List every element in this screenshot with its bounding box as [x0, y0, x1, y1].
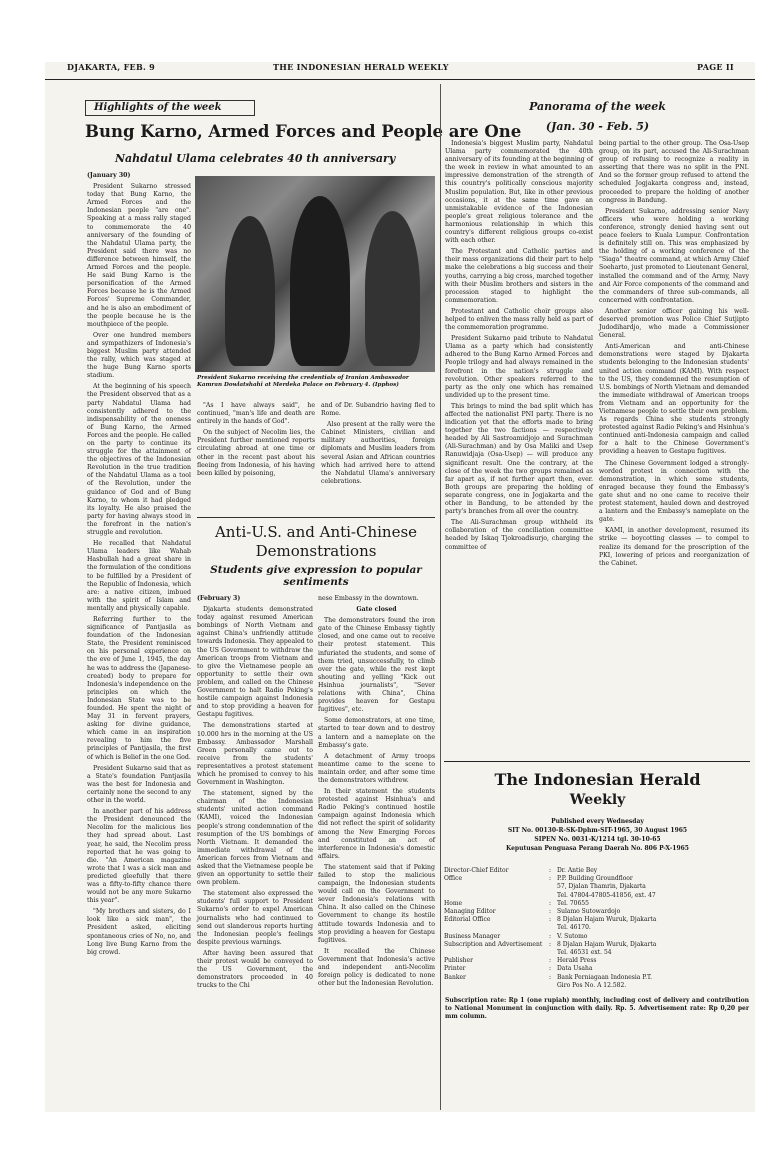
paragraph: and of Dr. Subandrio having fled to Rome. [321, 402, 435, 418]
staff-value: V. Sutomo [557, 932, 588, 940]
masthead-title: The Indonesian Herald [494, 770, 701, 789]
staff-role [444, 924, 549, 932]
paragraph: Some demonstrators, at one time, started to tear down and to destroy a lantern and a nameplate on the Embassy's gate. [318, 717, 435, 749]
paragraph: Anti-American and anti-Chinese demonstrations were staged by Djakarta students belonging to the Indonesian students' united action command (KAMI). With respect to the US, they condemned the resumption of U.S. bombings of North Vietnam and demanded the immediate withdrawal of American troops from Vietnam and an opportunity for the Vietnamese people to settle their own problem. As regards China she students strongly protested against Radio Peking's and Hsinhua's continued anti-Indonesia campaign and called for a halt to the Chinese Government's providing a heaven to Gestapu fugitives. [599, 343, 750, 456]
paragraph: President Sukarno, addressing senior Navy officers who were holding a working conference, strongly denied having sent out peace feelers to Kuala Lumpur. Confrontation is definitely still on. This was emphasized by the holding of a working conference of the "Siaga" theatre command, at which Army Chief Soeharto, just promoted to Lieutenant General, installed the command and of the Army, Navy and Air Force components of the command and the commanders of three sub-commands, all concerned with confrontation. [599, 207, 749, 304]
highlights-col1 [87, 172, 191, 956]
colon-mark: : [549, 916, 552, 924]
paragraph: On the subject of Necolim lies, the President further mentioned reports circulating abroad at one time or other in the recent past about his fleeing from Indonesia, of his having been killed by poisoning, [197, 429, 315, 477]
masthead-sit: SIT No. 00130-R-SK-Dphm-SIT-1965, 30 August 1965 [507, 827, 688, 834]
staff-row [444, 867, 749, 875]
staff-role: Printer [444, 965, 466, 973]
paragraph: nese Embassy in the downtown. [318, 595, 419, 602]
staff-role: Editorial Office [444, 916, 491, 924]
paragraph: The Ali-Surachman group withheld its collaboration of the conciliation committee headed by Iskaq Tjokroadisurjo, charging the committee of [445, 519, 593, 551]
staff-role: Managing Editor [444, 908, 496, 916]
paragraph: President Sukarno stressed today that Bung Karno, the Armed Forces and the Indonesian people "are one". Speaking at a mass rally staged to commemorate the 40 anniversary of the founding of the Nahdatul Ulama party, the President said there was no difference between himself, the Armed Forces and the people. He said Bung Karno is the personification of the Armed Forces because he is the Armed Forces' Supreme Commander, and he is also an embodiment of the people because he is the mouthpiece of the people. [87, 183, 191, 328]
highlights-label: Highlights of the week [94, 102, 222, 113]
staff-row [444, 982, 749, 990]
colon-mark [549, 892, 557, 900]
staff-row [444, 900, 749, 908]
masthead-publication: Published every Wednesday [551, 818, 644, 825]
colon-mark: : [549, 973, 552, 981]
colon-mark: : [549, 957, 552, 965]
staff-value: Data Usaha [557, 965, 593, 973]
colon-mark: : [549, 965, 552, 973]
staff-row [444, 916, 749, 924]
masthead-rule [444, 761, 750, 762]
paragraph: Protestant and Catholic choir groups also helped to enliven the mass rally held as part of the commemoration programme. [445, 307, 593, 332]
staff-row [444, 933, 749, 941]
paragraph: Over one hundred members and sympathizers of Indonesia's biggest Muslim party attended the rally, which was staged at the huge Bung Karno sports stadium. [87, 331, 191, 380]
staff-row [444, 957, 749, 965]
staff-role: Home [444, 899, 463, 907]
paragraph: A detachment of Army troops meantime came to the scene to maintain order, and after some time the demonstrators withdrew. [318, 752, 435, 784]
paragraph: Referring further to the significance of Pantjasila as foundation of the Indonesian State, the President reminisced on his personal experience on the eve of June 1, 1945, the day he was to address the (Japanese-created) body to prepare for Indonesia's independence on the principles on which the Indonesian State was to be founded. He spent the night of May 31 in fervent prayers, asking for divine guidance, which came in an inspiration revealing to him the five principles of Pantjasila, the first of which is Belief in the one God. [87, 615, 191, 761]
running-head-date: DJAKARTA, FEB. 9 [67, 62, 156, 72]
paragraph: The statement, signed by the chairman of the Indonesian students' united action command (KAMI), voiced the Indonesian people's strong condemnation of the resumption of the US bombings of North Vietnam. It demanded the immediate withdrawal of the American forces from Vietnam and asked that the Vietnamese people be given an opportunity to settle their own problem. [197, 790, 313, 887]
staff-row [444, 883, 749, 891]
photo-president-ambassador [195, 176, 435, 372]
paragraph: The demonstrations started at 10.000 hrs in the morning at the US Embassy. Ambassador Marshall Green personally came out to receive from the students' representatives a protest statement which he promised to convey to his Government in Washington. [197, 722, 313, 787]
masthead-subtitle: Weekly [569, 792, 626, 808]
paragraph: "As I have always said", he continued, "man's life and death are entirely in the hands of God". [197, 402, 315, 426]
staff-row [444, 941, 749, 949]
paragraph: being partial to the other group. The Osa-Usep group, on its part, accused the Ali-Surachman group of refusing to recognize a reality in asserting that there was no split in the PNI. And so the former group refused to attend the scheduled Jogjakarta congress and, instead, proceeded to prepare the holding of another congress in Bandung. [599, 140, 749, 204]
paragraph: In another part of his address the President denounced the Necolim for the malicious lies they had spread about. Last year, he said, the Necolim press reported that he was going to die. "An American magazine wrote that I was a sick man and predicted gleefully that there was a fifty-to-fifty chance there would not be any more Sukarno this year". [87, 808, 191, 905]
colon-mark: : [549, 867, 552, 874]
masthead-sipen: SIPEN No. 0031-K/1214 tgl. 30-10-65 [534, 836, 661, 843]
photo-caption: President Sukarno receiving the credentials of Iranian Ambassador Kamran Dowlatshahi at Merdeka Palace on February 4. (Ipphos) [197, 375, 409, 388]
staff-value: 8 Djalan Hajam Wuruk, Djakarta [557, 916, 657, 924]
staff-role: Subscription and Advertisement [444, 940, 543, 948]
staff-value: Tel. 47804-47805-41856, ext. 47 [557, 891, 656, 899]
staff-role [444, 982, 549, 990]
paragraph: "My brothers and sisters, do I look like a sick man", the President asked, eliciting spontaneous cries of No, no, and Long live Bung Karno from the big crowd. [87, 908, 191, 956]
panorama-dates: (Jan. 30 - Feb. 5) [545, 120, 650, 133]
colon-mark [549, 924, 557, 932]
staff-value: 8 Djalan Hajam Wuruk, Djakarta [557, 940, 657, 948]
highlights-label-box [85, 100, 255, 116]
dateline: (January 30) [87, 172, 131, 179]
highlights-col3 [321, 402, 435, 512]
colon-mark: : [549, 908, 552, 916]
colon-mark: : [549, 932, 552, 940]
paragraph: KAMI, in another development, resumed its strike — boycotting classes — to compel to realize its demand for the proscription of the PKI, lowering of prices and reorganization of the Cabinet. [599, 527, 749, 567]
staff-value: 57, Djalan Thamrin, Djakarta [557, 883, 646, 891]
column-divider [440, 84, 441, 1110]
staff-value: Tel. 70655 [557, 899, 589, 907]
newspaper-page [45, 62, 755, 1112]
paragraph: At the beginning of his speech the President observed that as a party Nahdatul Ulama had consistently adhered to the indispensability of the oneness of Bung Karno, the Armed Forces and the people. He called on the party to continue its struggle for the attainment of the objectives of the Indonesian Revolution in the true tradition of the Nahdatul Ulama as a tool of the Revolution, under the guidance of God and of Bung Karno, to whom it had pledged its loyalty. He also praised the party for having always stood in the forefront in the nation's struggle and revolution. [87, 383, 191, 537]
paragraph: President Sukarno paid tribute to Nahdatul Ulama as a party which had consistently adhered to the Bung Karno Armed Forces and People trilogy and had always remained in the forefront in the nation's struggle and revolution. Other speakers referred to the party as the only one which has remained undivided up to the present time. [445, 335, 593, 399]
panorama-col2 [599, 140, 749, 860]
colon-mark [549, 949, 557, 957]
paragraph: This brings to mind the bad split which has affected the nationalist PNI party. There is no indication yet that the efforts made to bring together the two factions — respectively headed by Ali Sastroamidjojo and Surachman (Ali-Surachman) and by Osa Maliki and Usep Ranuwidjaja (Osa-Usep) — will produce any significant result. One the contrary, at the close of the week the two groups remained as far apart as, if not further apart then, ever. Both groups are preparing the holding of separate congress, one in Jogjakarta and the other in Bandung, to be attended by the party's branches from all over the country. [445, 402, 593, 516]
anti-us-headline: Anti-U.S. and Anti-Chinese Demonstrations [214, 523, 418, 560]
paragraph: Djakarta students demonstrated today against resumed American bombings of North Vietnam and against China's unfriendly attitude towards Indonesia. They appealed to the US Government to withdraw the American troops from Vietnam and to give the Vietnamese people an opportunity to settle their own problem, and called on the Chinese Government to halt Radio Peking's hostile campaign against Indonesia and to stop providing a heaven for Gestapu fugitives. [197, 606, 313, 719]
colon-mark: : [549, 875, 552, 883]
staff-value: Herald Press [557, 957, 597, 965]
crosshead: Gate closed [356, 606, 397, 614]
colon-mark: : [549, 940, 552, 948]
staff-row [444, 965, 749, 973]
staff-role: Business Manager [444, 932, 501, 940]
paragraph: Indonesia's biggest Muslim party, Nahdatul Ulama party commemorated the 40th anniversary of its founding at the beginning of the week in review in what amounted to an impressive demonstration of the strength of this country's politically conscious majority Muslim population. But, like in other previous occasions, it at the same time gave an unmistakable evidence of the Indonesian people's great religious tolerance and the harmonious relationship in which this country's different religious groups co-exist with each other. [445, 140, 593, 245]
colon-mark [549, 883, 557, 891]
highlights-col2 [197, 402, 315, 512]
figure-shape [365, 211, 420, 366]
paragraph: He recalled that Nahdatul Ulama leaders like Wahab Hasbullah had a great share in the formulation of the conditions to be fulfilled by a President of the Republic of Indonesia, which are: a native citizen, imbued with the spirit of Islam and mentally and physically capable. [87, 540, 191, 612]
staff-value: Sulamo Sutowardojo [557, 908, 621, 916]
staff-role: Director-Chief Editor [444, 867, 509, 874]
paragraph: The statement said that if Peking failed to stop the malicious campaign, the Indonesian students would call on the Government to sever Indonesia's relations with China. It also called on the Chinese Government to change its hostile attitude towards Indonesia and to stop providing a heaven for Gestapu fugitives. [318, 863, 435, 944]
header-rule [45, 79, 755, 80]
paragraph: After having been assured that their protest would be conveyed to the US Government, the demonstrators proceeded in 40 trucks to the Chi [197, 949, 313, 990]
subscription-note: Subscription rate: Rp 1 (one rupiah) monthly, including cost of delivery and contribution to National Monument in conjunction with daily. Rp. 5. Advertisement rate: Rp 0,20 per mm column. [445, 997, 749, 1020]
paragraph: President Sukarno said that as a State's foundation Pantjasila was the best for Indonesia and certainly none the second to any other in the world. [87, 764, 191, 805]
staff-role: Office [444, 875, 463, 883]
masthead-staff [444, 867, 749, 990]
paragraph: The Chinese Government lodged a strongly-worded protest in connection with the demonstration, in which some students, enraged because they found the Embassy's gate shut and no one came to receive their protest statement, hauled down and destroyed a lantern and the Embassy's nameplate on the gate. [599, 459, 749, 524]
staff-row [444, 949, 749, 957]
staff-value: Dr. Antie Bey [557, 867, 598, 874]
paragraph: Also present at the rally were the Cabinet Ministers, civilian and military authorities, foreign diplomats and Muslim leaders from several Asian and African countries which had arrived here to attend the Nahdatul Ulama's anniversary celebrations. [321, 421, 435, 485]
anti-us-col2 [318, 595, 435, 1110]
staff-value: P.P. Building Groundfloor [557, 875, 633, 883]
staff-value: Bank Perniagaan Indonesia P.T. [557, 973, 653, 981]
highlights-headline: Bung Karno, Armed Forces and People are One [85, 122, 522, 141]
paragraph: The Protestant and Catholic parties and their mass organizations did their part to help make the celebrations a big success and their youths, carrying a big cross, marched together with their Muslim brothers and sisters in the procession staged to highlight the commemoration. [445, 248, 593, 304]
staff-row [444, 908, 749, 916]
colon-mark [549, 982, 557, 990]
running-head-title: THE INDONESIAN HERALD WEEKLY [273, 62, 449, 72]
staff-row [444, 892, 749, 900]
staff-row [444, 924, 749, 932]
section-rule [197, 517, 435, 518]
paragraph: Another senior officer gaining his well-deserved promotion was Police Chief Sutjipto Judodihardjo, who made a Commissioner General. [599, 307, 749, 340]
paragraph: The demonstrators found the iron gate of the Chinese Embassy tightly closed, and one came out to receive their protest statement. This infuriated the students, and some of them tried, unsuccessfully, to climb over the gate, while the rest kept shouting and yelling "Kick out Hsinhua journalists", "Sever relations with China", China provides heaven for Gestapu fugitives", etc. [318, 617, 435, 714]
staff-role: Banker [444, 973, 466, 981]
panorama-col1 [445, 140, 593, 860]
staff-value: Tel. 46170. [557, 924, 591, 932]
figure-shape [290, 196, 350, 366]
paragraph: In their statement the students protested against Hsinhua's and Radio Peking's continued hostile campaign against Indonesia which did not reflect the spirit of solidarity among the New Emerging Forces and constituted an act of interference in Indonesia's domestic affairs. [318, 788, 435, 860]
panorama-title: Panorama of the week [529, 100, 666, 113]
staff-role: Publisher [444, 957, 473, 965]
colon-mark: : [549, 899, 552, 907]
staff-row [444, 974, 749, 982]
figure-shape [225, 216, 275, 366]
staff-role [444, 892, 549, 900]
staff-row [444, 875, 749, 883]
staff-role [444, 949, 549, 957]
dateline: (February 3) [197, 595, 241, 602]
highlights-subhead: Nahdatul Ulama celebrates 40 th anniversary [115, 152, 396, 165]
paragraph: The statement also expressed the students' full support to President Sukarno's order to expel American journalists who had continued to send out slanderous reports hurting the Indonesian people's feelings despite previous warnings. [197, 890, 313, 946]
staff-value: Giro Pos No. A 12.582. [557, 981, 627, 989]
anti-us-col1 [197, 595, 313, 1110]
paragraph: It recalled the Chinese Government that Indonesia's active and independent anti-Necolim foreign policy is dedicated to none other but the Indonesian Revolution. [318, 947, 435, 988]
staff-value: Tel. 46531 ext. 54 [557, 949, 612, 957]
anti-us-subhead: Students give expression to popular sentiments [210, 564, 422, 588]
masthead-permit: Keputusan Penguasa Perang Daerah No. 806 P-X-1965 [506, 845, 689, 852]
staff-role [444, 883, 549, 891]
running-head-page: PAGE II [697, 62, 734, 72]
